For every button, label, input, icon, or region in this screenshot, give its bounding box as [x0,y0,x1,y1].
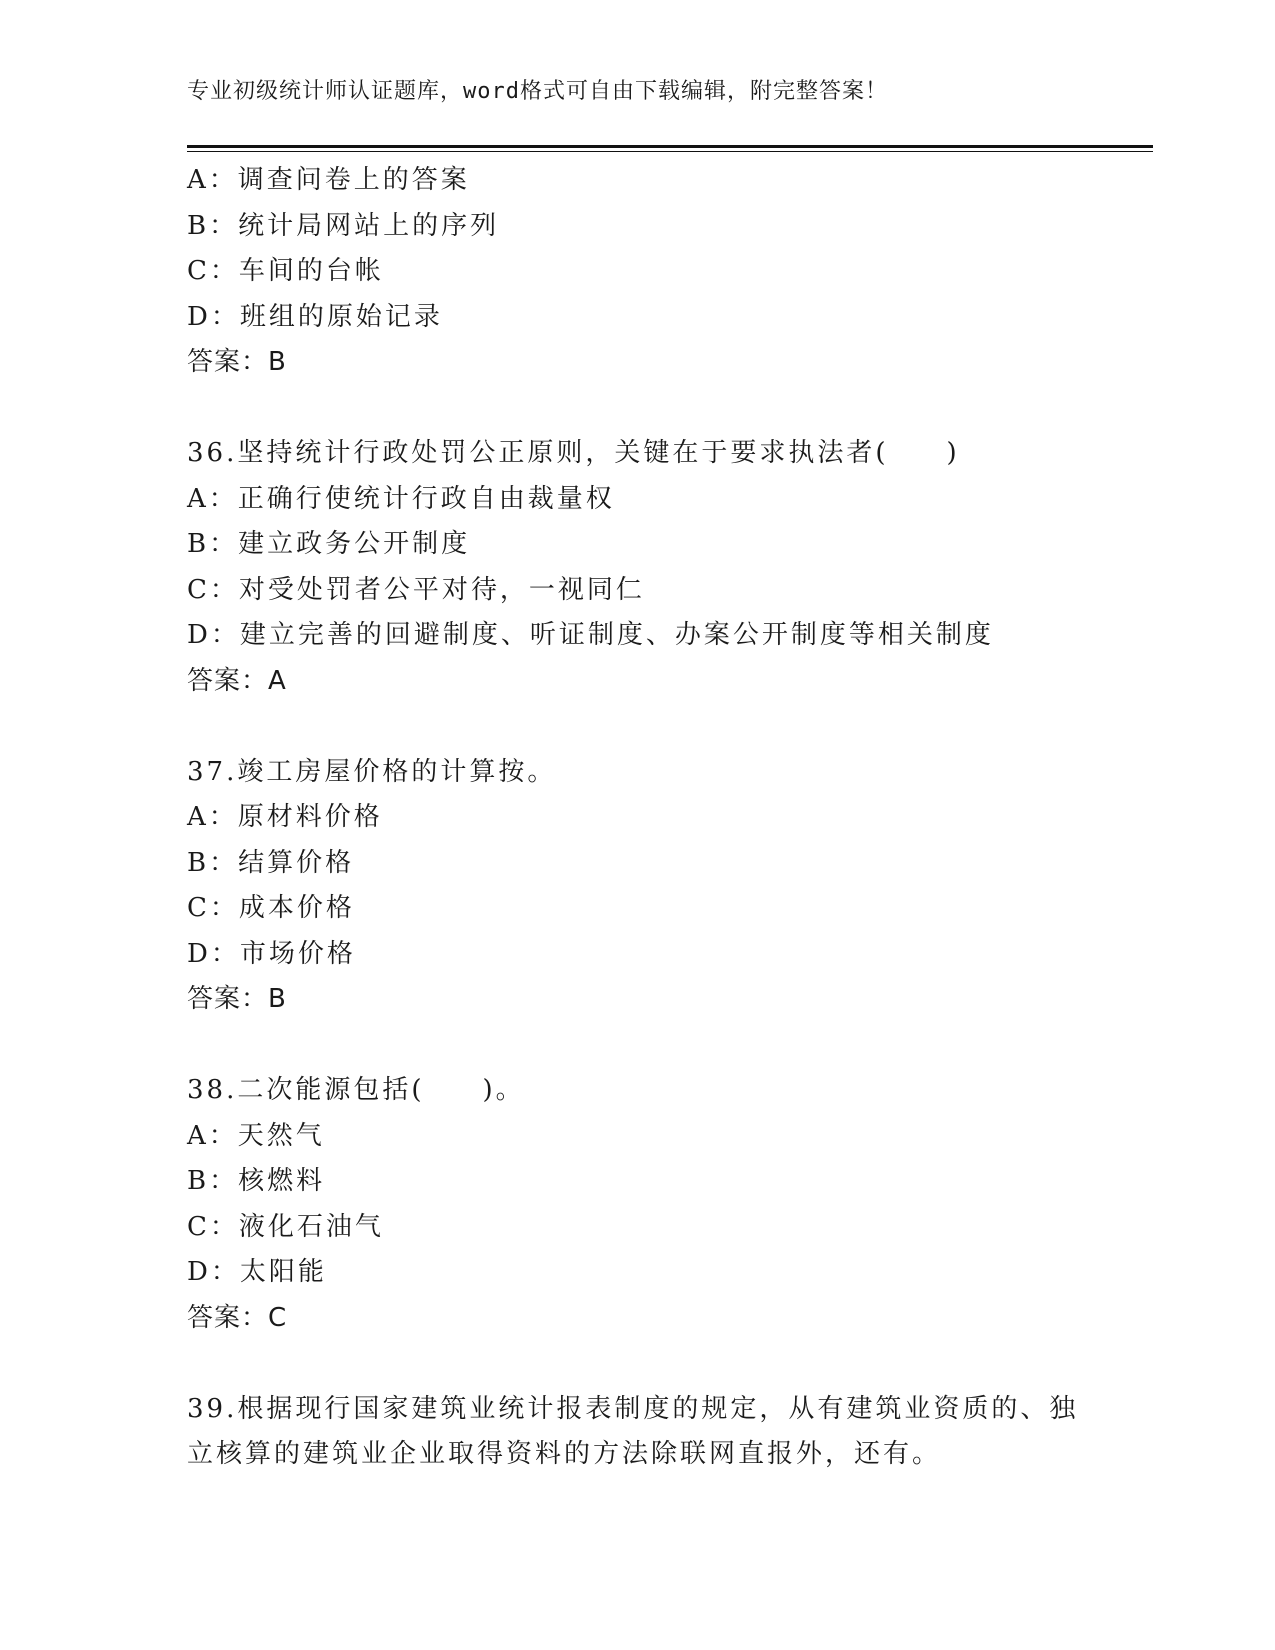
answer-line: 答案：B [187,984,287,1014]
option-c: C：车间的台帐 [187,256,384,286]
question-37-block [187,750,1087,1023]
option-a: A：调查问卷上的答案 [187,165,470,195]
option-b: B：建立政务公开制度 [187,529,471,559]
option-c: C：成本价格 [187,893,355,923]
option-a: A：正确行使统计行政自由裁量权 [187,483,615,514]
question-content [187,158,1087,1478]
answer-line: 答案：A [187,665,287,696]
option-a: A：原材料价格 [187,802,383,832]
question-38-block [187,1068,1087,1341]
question-35-block [187,158,1087,386]
option-d: D：建立完善的回避制度、听证制度、办案公开制度等相关制度 [187,620,994,650]
header-rule-thick [187,145,1153,148]
option-b: B：结算价格 [187,847,355,878]
question-text-line-1: 39.根据现行国家建筑业统计报表制度的规定，从有建筑业资质的、独 [187,1393,1079,1424]
option-d: D：市场价格 [187,938,356,969]
question-39-block [187,1387,1087,1478]
option-d: D：班组的原始记录 [187,301,443,332]
answer-line: 答案：B [187,347,287,377]
page-header: 专业初级统计师认证题库，word格式可自由下载编辑，附完整答案！ [187,79,888,104]
answer-line: 答案：C [187,1302,288,1333]
question-36-block [187,431,1087,704]
question-text-line-2: 立核算的建筑业企业取得资料的方法除联网直报外，还有。 [187,1439,942,1469]
option-a: A：天然气 [187,1120,325,1151]
header-rule-thin [187,151,1153,152]
option-b: B：核燃料 [187,1166,326,1196]
option-b: B：统计局网站上的序列 [187,210,500,241]
option-c: C：液化石油气 [187,1211,384,1242]
option-d: D：太阳能 [187,1257,327,1287]
question-text: 36.坚持统计行政处罚公正原则，关键在于要求执法者( ) [187,438,960,468]
question-text: 38.二次能源包括( )。 [187,1075,525,1105]
option-c: C：对受处罚者公平对待，一视同仁 [187,574,645,605]
question-text: 37.竣工房屋价格的计算按。 [187,756,557,787]
